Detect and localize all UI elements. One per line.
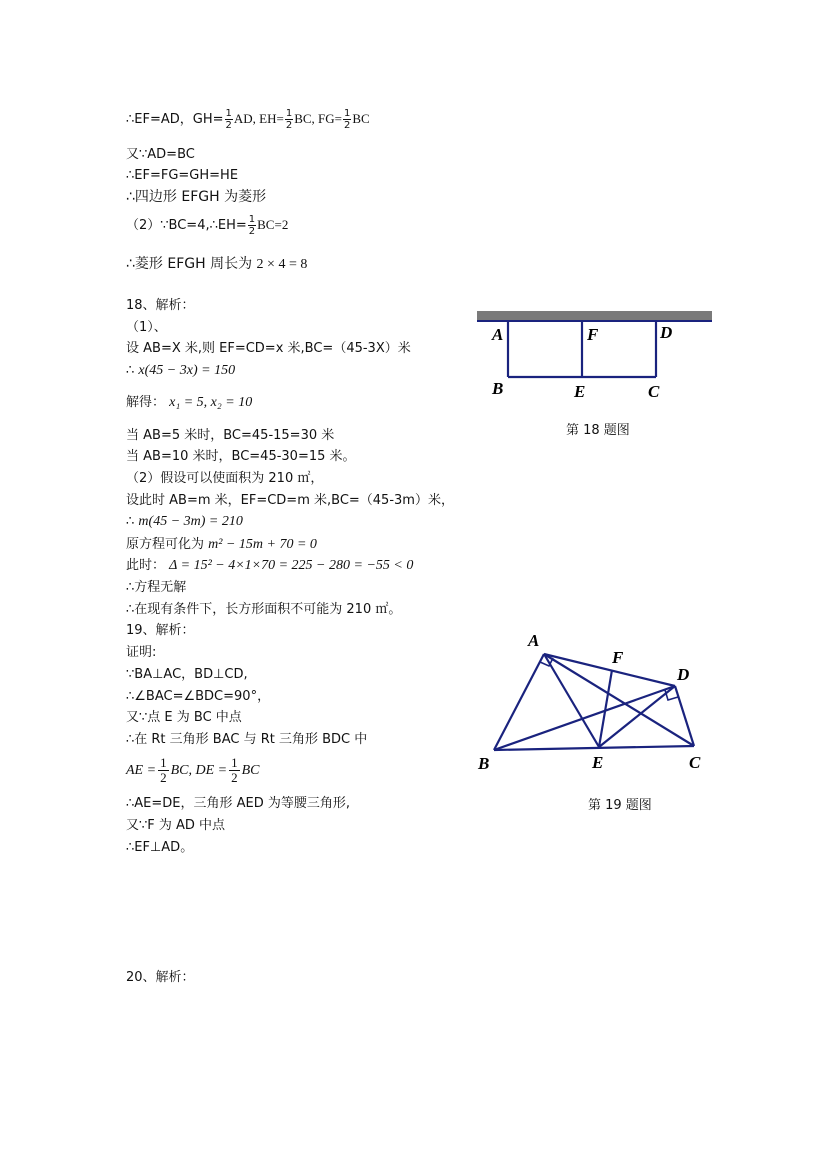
- frac-num: 1: [344, 108, 351, 119]
- label-d: D: [677, 665, 690, 684]
- q19-f-midpoint: 又∵F 为 AD 中点: [126, 818, 226, 833]
- q17-l5-tail: BC=2: [257, 217, 289, 232]
- q18-equation: [126, 363, 235, 379]
- q18-case1: 当 AB=5 米时，BC=45-15=30 米: [126, 428, 335, 443]
- q18-title: 18、解析：: [126, 298, 195, 313]
- q17-l5-prefix: （2）∵BC=4,∴EH=: [126, 218, 247, 233]
- q17-l1-gh-tail: AD, EH=: [233, 111, 284, 126]
- q19-isosceles: ∴AE=DE，三角形 AED 为等腰三角形,: [126, 796, 351, 811]
- fraction: [285, 108, 293, 131]
- q18-disc-text: Δ = 15² − 4×1×70 = 225 − 280 = −55 < 0: [169, 558, 414, 573]
- disc-label: 此时：: [126, 558, 166, 573]
- q18-solve-text: x₁ = 5, x₂ = 10: [169, 395, 253, 410]
- q18-equation2: [126, 514, 243, 530]
- q18-case2: 当 AB=10 米时，BC=45-30=15 米。: [126, 449, 356, 464]
- frac-den: 2: [225, 120, 232, 131]
- q19-result: ∴EF⊥AD。: [126, 840, 194, 855]
- q19-eq-bc1: BC, DE =: [170, 763, 228, 778]
- q18-setup2: 设此时 AB=m 米，EF=CD=m 米,BC=（45-3m）米，: [126, 493, 454, 508]
- q19-eq-ae: AE =: [126, 763, 157, 778]
- frac-den: 2: [248, 226, 256, 237]
- q17-line-5: [126, 214, 288, 237]
- q19-triangles: ∴在 Rt 三角形 BAC 与 Rt 三角形 BDC 中: [126, 732, 368, 747]
- q19-title: 19、解析：: [126, 623, 195, 638]
- fraction: [343, 108, 351, 131]
- q18-no-solution: ∴方程无解: [126, 580, 187, 595]
- fraction: [248, 214, 256, 237]
- q18-part2: （2）假设可以使面积为 210 ㎡，: [126, 471, 324, 486]
- label-f: F: [587, 325, 599, 344]
- frac-den: 2: [285, 120, 293, 131]
- frac-num: 1: [248, 214, 256, 225]
- q17-line-3: ∴EF=FG=GH=HE: [126, 168, 239, 183]
- q17-l1-fg-tail: BC: [352, 111, 370, 126]
- q19-figure: [470, 628, 720, 778]
- q17-line-2: 又∵AD=BC: [126, 147, 195, 162]
- q18-part1: （1）、: [126, 320, 167, 335]
- frac-den: 2: [160, 770, 167, 785]
- q17-l6-formula: 2 × 4 = 8: [256, 257, 308, 272]
- simplify-label: 原方程可化为: [126, 537, 205, 552]
- q20-title: 20、解析：: [126, 970, 195, 985]
- fraction: [225, 108, 233, 131]
- q18-solve: [126, 395, 252, 411]
- label-e: E: [574, 382, 586, 401]
- therefore-symbol: ∴: [126, 363, 135, 378]
- q17-line-4: ∴四边形 EFGH 为菱形: [126, 189, 267, 205]
- q19-angles: ∴∠BAC=∠BDC=90°，: [126, 689, 271, 704]
- q18-conclusion: ∴在现有条件下，长方形面积不可能为 210 ㎡。: [126, 602, 402, 617]
- q18-simplify: [126, 537, 317, 553]
- q17-line-1: [126, 108, 370, 131]
- q19-proof: 证明:: [126, 645, 157, 660]
- q18-figure-caption: 第 18 题图: [566, 423, 630, 438]
- q19-given: ∵BA⊥AC，BD⊥CD,: [126, 667, 248, 682]
- q18-simplify-text: m² − 15m + 70 = 0: [208, 537, 317, 552]
- label-b: B: [492, 379, 504, 398]
- label-c: C: [648, 382, 660, 401]
- frac-den: 2: [231, 770, 238, 785]
- frac-num: 1: [231, 755, 238, 770]
- frac-num: 1: [225, 108, 232, 119]
- wall: [477, 311, 712, 321]
- frac-num: 1: [285, 108, 293, 119]
- segment-bc: [494, 746, 694, 750]
- q18-eq2-text: m(45 − 3m) = 210: [138, 514, 243, 529]
- q17-l6-text: ∴菱形 EFGH 周长为: [126, 256, 253, 272]
- q19-eq-bc2: BC: [241, 763, 260, 778]
- segment-ae: [544, 654, 599, 747]
- label-a: A: [492, 325, 504, 344]
- solve-label: 解得：: [126, 395, 166, 410]
- label-a: A: [528, 631, 540, 650]
- q18-discriminant: [126, 558, 413, 574]
- label-c: C: [689, 753, 701, 772]
- frac-num: 1: [160, 755, 167, 770]
- q19-equation: [126, 756, 259, 785]
- q17-line-6: [126, 256, 307, 273]
- q19-midpoint: 又∵点 E 为 BC 中点: [126, 710, 242, 725]
- q18-figure: [470, 305, 720, 405]
- q17-l1-eh-tail: BC, FG=: [294, 111, 342, 126]
- q19-figure-caption: 第 19 题图: [588, 798, 652, 813]
- q18-eq-text: x(45 − 3x) = 150: [138, 363, 236, 378]
- fraction: [229, 756, 240, 785]
- label-d: D: [660, 323, 673, 342]
- q18-setup: 设 AB=X 米,则 EF=CD=x 米,BC=（45-3X）米: [126, 341, 411, 356]
- fraction: [158, 756, 169, 785]
- label-e: E: [592, 753, 604, 772]
- therefore-symbol: ∴: [126, 514, 135, 529]
- frac-den: 2: [344, 120, 351, 131]
- q17-l1-prefix: ∴EF=AD，GH=: [126, 112, 224, 127]
- label-f: F: [612, 648, 624, 667]
- label-b: B: [478, 754, 490, 773]
